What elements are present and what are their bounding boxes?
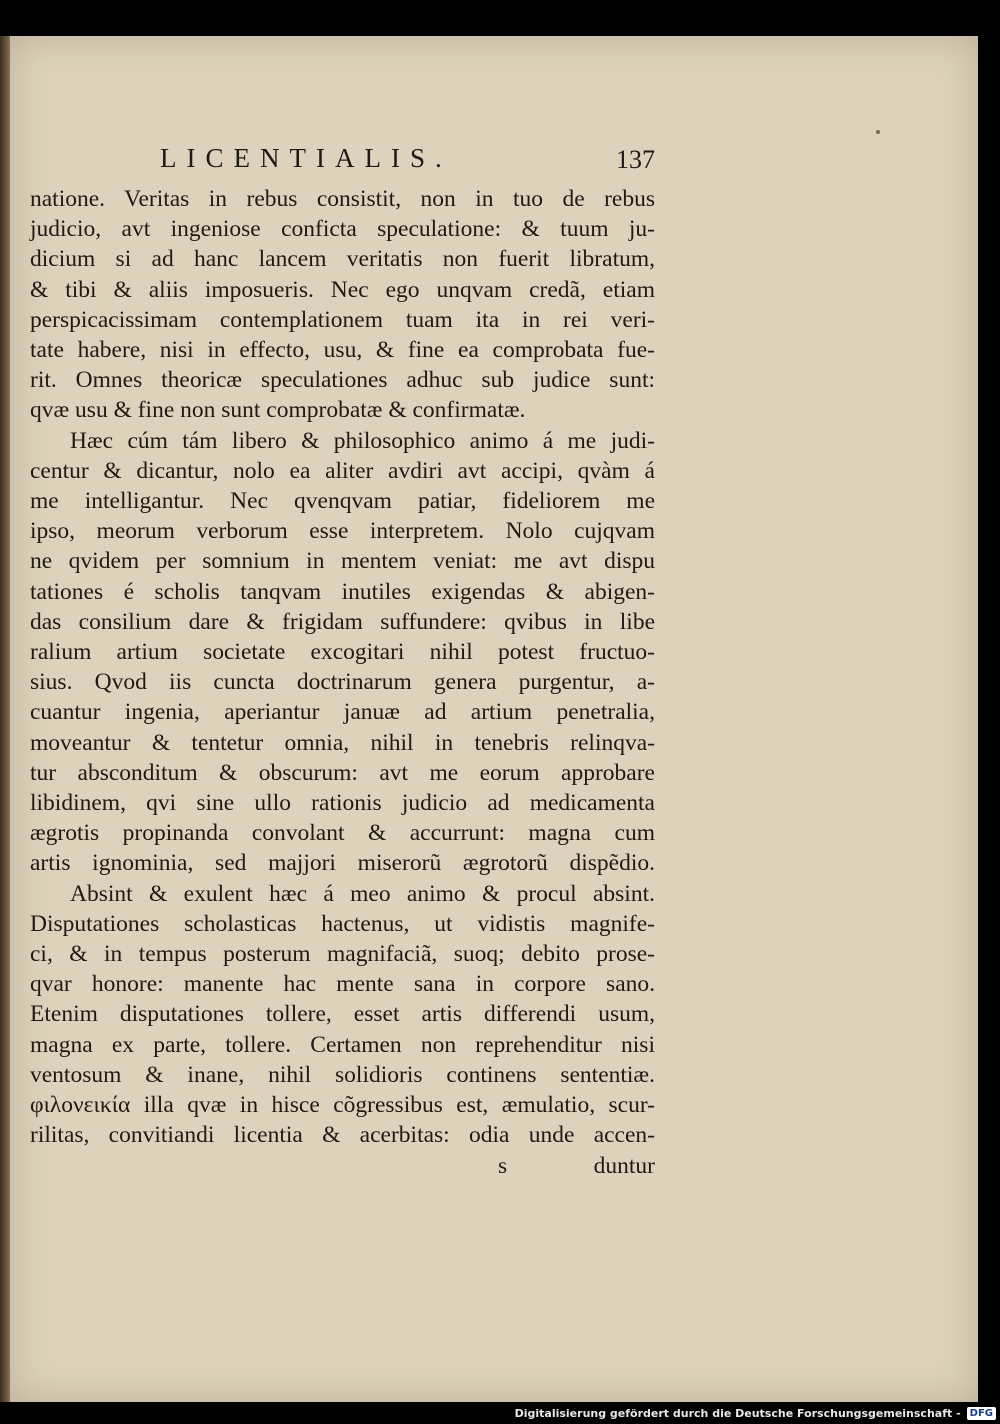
text-line: artis ignominia, sed majjori miserorũ ægrotorũ dispẽdio. (30, 850, 655, 877)
paragraph-first-line: Absint & exulent hæc á meo animo & procul absint. (70, 880, 655, 907)
text-line: me intelligantur. Nec qvenqvam patiar, fideliorem me (30, 488, 655, 515)
text-line: das consilium dare & frigidam suffundere: qvibus in libe (30, 608, 655, 635)
text-line: dicium si ad hanc lancem veritatis non fuerit libratum, (30, 246, 655, 273)
body-text (30, 184, 655, 1181)
text-line: φιλονεικία illa qvæ in hisce cõgressibus est, æmulatio, scur- (30, 1092, 655, 1119)
page-header (160, 143, 655, 183)
text-line: ne qvidem per somnium in mentem veniat: me avt dispu (30, 548, 655, 575)
text-line: ipso, meorum verborum esse interpretem. Nolo cujqvam (30, 518, 655, 545)
text-line: ralium artium societate excogitari nihil potest fructuo- (30, 639, 655, 666)
text-line: Etenim disputationes tollere, esset artis differendi usum, (30, 1001, 655, 1028)
text-line: qvæ usu & fine non sunt comprobatæ & confirmatæ. (30, 397, 526, 424)
text-line: centur & dicantur, nolo ea aliter avdiri avt accipi, qvàm á (30, 457, 655, 484)
catchword-row (30, 1151, 655, 1181)
text-line: perspicacissimam contemplationem tuam ita in rei veri- (30, 306, 655, 333)
dfg-logo: DFG (967, 1407, 996, 1420)
running-head: LICENTIALIS. (160, 143, 452, 173)
signature-mark: s (498, 1152, 508, 1179)
text-line: Disputationes scholasticas hactenus, ut vidistis magnife- (30, 910, 655, 937)
text-line: judicio, avt ingeniose conficta speculatione: & tuum ju- (30, 216, 655, 243)
text-line: cuantur ingenia, aperiantur januæ ad artium penetralia, (30, 699, 655, 726)
text-line: ci, & in tempus posterum magnifaciã, suoq; debito prose- (30, 941, 655, 968)
digitization-credit (515, 1404, 996, 1422)
text-line: ægrotis propinanda convolant & accurrunt: magna cum (30, 820, 655, 847)
text-line: sius. Qvod iis cuncta doctrinarum genera purgentur, a- (30, 669, 655, 696)
text-line: tationes é scholis tanqvam inutiles exigendas & abigen- (30, 578, 655, 605)
text-line: magna ex parte, tollere. Certamen non reprehenditur nisi (30, 1031, 655, 1058)
text-line: moveantur & tentetur omnia, nihil in tenebris relinqva- (30, 729, 655, 756)
text-line: natione. Veritas in rebus consistit, non in tuo de rebus (30, 186, 655, 212)
page-number: 137 (616, 145, 655, 174)
text-line: rit. Omnes theoricæ speculationes adhuc sub judice sunt: (30, 367, 655, 394)
paper-speck (876, 130, 880, 134)
text-line: ventosum & inane, nihil solidioris continens sententiæ. (30, 1061, 655, 1088)
text-line: libidinem, qvi sine ullo rationis judicio ad medicamenta (30, 790, 655, 817)
text-line: & tibi & aliis imposueris. Nec ego unqvam credã, etiam (30, 276, 655, 303)
catchword: duntur (593, 1152, 655, 1179)
text-line: qvar honore: manente hac mente sana in corpore sano. (30, 971, 655, 998)
credit-text: Digitalisierung gefördert durch die Deutsche Forschungsgemeinschaft - (514, 1406, 961, 1420)
text-line: tur absconditum & obscurum: avt me eorum approbare (30, 759, 655, 786)
paragraph-first-line: Hæc cúm tám libero & philosophico animo á me judi- (70, 427, 655, 454)
text-line: rilitas, convitiandi licentia & acerbitas: odia unde accen- (30, 1122, 655, 1149)
text-line: tate habere, nisi in effecto, usu, & fine ea comprobata fue- (30, 337, 655, 364)
